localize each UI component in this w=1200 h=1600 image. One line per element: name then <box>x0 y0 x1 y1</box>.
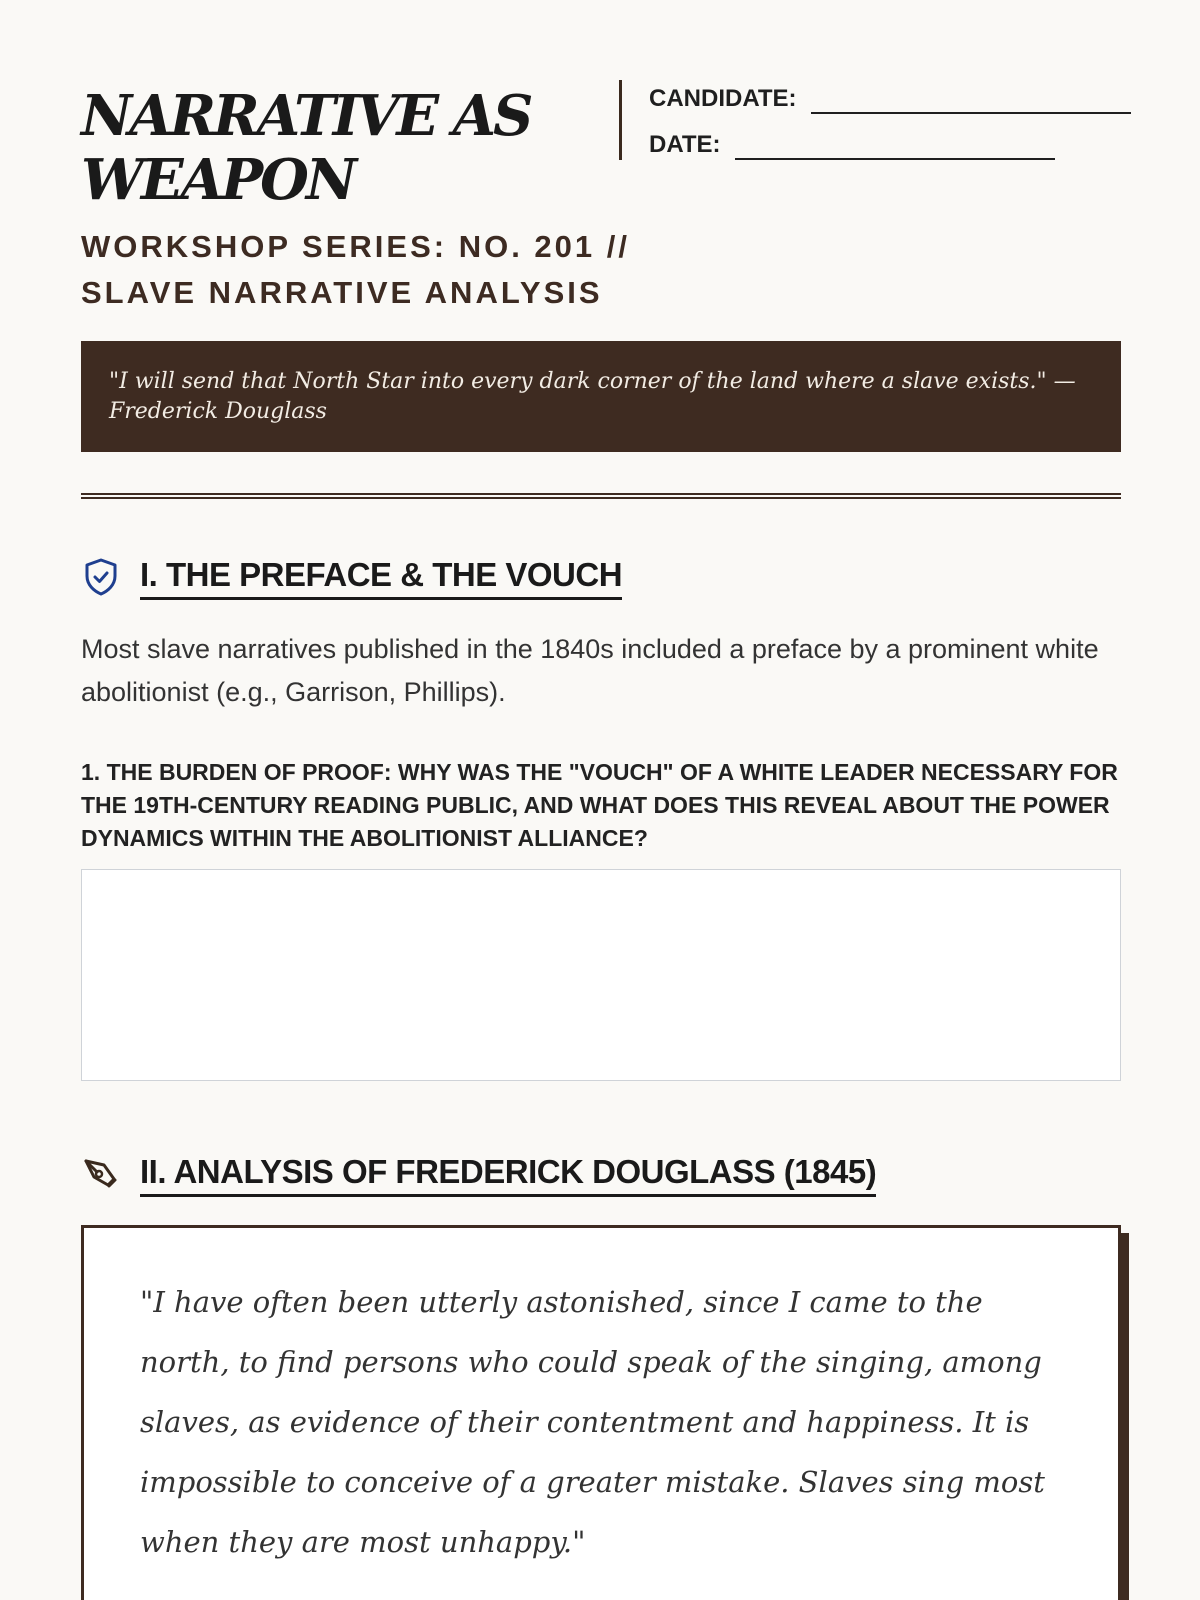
divider <box>81 493 1121 499</box>
candidate-info <box>619 80 1121 160</box>
date-row <box>649 130 1055 160</box>
page-subtitle: WORKSHOP SERIES: NO. 201 // SLAVE NARRATIVE ANALYSIS <box>81 229 630 310</box>
worksheet-page <box>81 0 1121 1559</box>
quote-banner <box>81 341 1121 452</box>
date-label: DATE: <box>649 131 721 158</box>
douglass-excerpt-card <box>81 1225 1121 1600</box>
date-field[interactable] <box>735 134 1055 160</box>
section-1-heading <box>81 553 622 600</box>
section-1-title: I. THE PREFACE & THE VOUCH <box>140 553 622 600</box>
section-2-heading <box>81 1150 876 1197</box>
candidate-row <box>649 84 1131 114</box>
shield-check-icon <box>81 557 121 597</box>
banner-quote: "I will send that North Star into every dark corner of the land where a slave exists." — Frederick Douglass <box>109 369 1076 424</box>
section-2-title: II. ANALYSIS OF FREDERICK DOUGLASS (1845) <box>140 1150 876 1197</box>
douglass-excerpt: "I have often been utterly astonished, since I came to the north, to find persons who could speak of the singing, among slaves, as evidence of their contentment and happiness. It is impossible to conceive of a greater mistake. Slaves sing most when they are most unhappy." <box>140 1285 1045 1559</box>
pen-nib-icon <box>81 1154 121 1194</box>
answer-input-1[interactable] <box>81 869 1121 1081</box>
header <box>81 0 1121 320</box>
section-1-intro: Most slave narratives published in the 1840s included a preface by a prominent white abolitionist (e.g., Garrison, Phillips). <box>81 634 1099 707</box>
candidate-label: CANDIDATE: <box>649 85 797 112</box>
page-title: NARRATIVE AS WEAPON <box>81 83 531 213</box>
candidate-field[interactable] <box>811 88 1131 114</box>
question-1: 1. THE BURDEN OF PROOF: WHY WAS THE "VOUCH" OF A WHITE LEADER NECESSARY FOR THE 19TH-CENTURY READING PUBLIC, AND WHAT DOES THIS REVEAL ABOUT THE POWER DYNAMICS WITHIN THE ABOLITIONIST ALLIANCE? <box>81 759 1118 851</box>
